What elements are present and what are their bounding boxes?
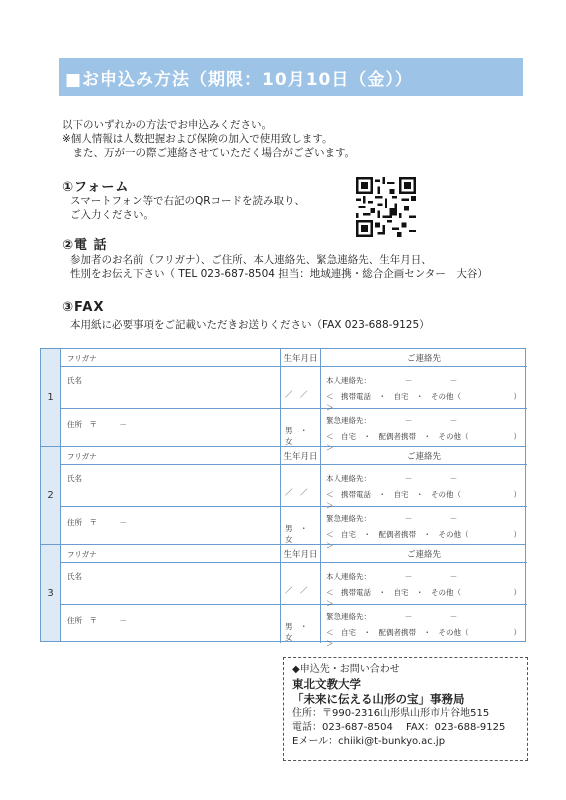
contact-phone: 電話：023-687-8504 FAX：023-688-9125 — [292, 722, 506, 733]
contact-address: 住所：〒990-2316山形県山形市片谷地515 — [292, 708, 490, 719]
gender-options: 男 ・ 女 — [285, 524, 315, 544]
section-line: ご入力ください。 — [70, 209, 154, 221]
emergency-contact-field[interactable] — [321, 409, 527, 452]
section-header: ■お申込み方法（期限：10月10日（金）） — [59, 58, 523, 96]
section-fax-body — [70, 318, 430, 332]
section-form-body — [70, 194, 305, 222]
birthday-field[interactable] — [281, 563, 321, 605]
section-phone-title: ②電 話 — [62, 238, 108, 253]
name-label: 氏名 — [67, 572, 82, 581]
address-label: 住所 〒 － — [67, 518, 127, 527]
self-contact-field[interactable] — [321, 563, 527, 608]
section-fax-title: ③FAX — [62, 300, 105, 315]
emergency-contact-label: 緊急連絡先： － － — [326, 416, 458, 425]
intro-line: 以下のいずれかの方法でお申込みください。 — [62, 119, 272, 131]
date-separator: ／ ／ — [285, 586, 308, 595]
section-line: スマートフォン等で右記のQRコードを読み取り、 — [70, 195, 306, 207]
entry-number: 1 — [41, 349, 61, 446]
emergency-contact-options: ＜ 自宅 ・ 配偶者携帯 ・ その他（ ）＞ — [326, 628, 521, 648]
birthday-field[interactable] — [281, 465, 321, 507]
name-label: 氏名 — [67, 474, 82, 483]
emergency-contact-options: ＜ 自宅 ・ 配偶者携帯 ・ その他（ ）＞ — [326, 530, 521, 550]
self-contact-field[interactable] — [321, 367, 527, 412]
intro-line: また、万が一の際ご連絡させていただく場合がございます。 — [62, 147, 356, 159]
furigana-field[interactable] — [61, 545, 281, 563]
section-line: 参加者のお名前（フリガナ）、ご住所、本人連絡先、緊急連絡先、生年月日、 — [70, 254, 432, 266]
date-separator: ／ ／ — [285, 390, 308, 399]
intro-line: ※個人情報は人数把握および保険の加入で使用致します。 — [62, 133, 333, 145]
emergency-contact-label: 緊急連絡先： － － — [326, 514, 458, 523]
self-contact-label: 本人連絡先： － － — [326, 474, 458, 483]
contact-email[interactable]: Eメール：chiiki@t-bunkyo.ac.jp — [292, 736, 446, 747]
gender-field[interactable] — [281, 409, 321, 447]
address-field[interactable] — [61, 409, 281, 447]
self-contact-label: 本人連絡先： － － — [326, 376, 458, 385]
furigana-field[interactable] — [61, 447, 281, 465]
emergency-contact-field[interactable] — [321, 605, 527, 648]
contact-title: ◆申込先・お問い合わせ — [292, 664, 400, 675]
contact-header-cell — [321, 349, 527, 367]
contact-header-cell — [321, 447, 527, 465]
application-form — [40, 348, 526, 648]
name-label: 氏名 — [67, 376, 82, 385]
section-phone-body — [70, 253, 488, 281]
birthday-header-cell — [281, 447, 321, 465]
gender-field[interactable] — [281, 507, 321, 545]
gender-options: 男 ・ 女 — [285, 426, 315, 446]
birthday-header-cell — [281, 349, 321, 367]
self-contact-label: 本人連絡先： － － — [326, 572, 458, 581]
contact-header: ご連絡先 — [406, 550, 441, 560]
contact-header: ご連絡先 — [406, 452, 441, 462]
birthday-field[interactable] — [281, 367, 321, 409]
entry-number: 3 — [41, 545, 61, 641]
office-name: 「未来に伝える山形の宝」事務局 — [292, 692, 465, 706]
entry-number: 2 — [41, 447, 61, 544]
birthday-header: 生年月日 — [283, 452, 318, 462]
section-form-title: ①フォーム — [62, 180, 130, 195]
emergency-contact-field[interactable] — [321, 507, 527, 550]
contact-header: ご連絡先 — [406, 354, 441, 364]
contact-header-cell — [321, 545, 527, 563]
furigana-label: フリガナ — [67, 452, 97, 461]
address-field[interactable] — [61, 507, 281, 545]
address-label: 住所 〒 － — [67, 420, 127, 429]
name-field[interactable] — [61, 367, 281, 409]
emergency-contact-options: ＜ 自宅 ・ 配偶者携帯 ・ その他（ ）＞ — [326, 432, 521, 452]
emergency-contact-label: 緊急連絡先： － － — [326, 612, 458, 621]
contact-box — [283, 657, 528, 761]
birthday-header: 生年月日 — [283, 550, 318, 560]
birthday-header: 生年月日 — [283, 354, 318, 364]
gender-field[interactable] — [281, 605, 321, 643]
self-contact-field[interactable] — [321, 465, 527, 510]
gender-options: 男 ・ 女 — [285, 622, 315, 642]
address-field[interactable] — [61, 605, 281, 643]
self-contact-options: ＜ 携帯電話 ・ 自宅 ・ その他（ ）＞ — [326, 392, 521, 412]
form-entry-block — [40, 446, 526, 550]
form-entry-block — [40, 544, 526, 648]
date-separator: ／ ／ — [285, 488, 308, 497]
name-field[interactable] — [61, 563, 281, 605]
furigana-field[interactable] — [61, 349, 281, 367]
section-line: 性別をお伝え下さい（ TEL 023-687-8504 担当：地域連携・総合企画センター 大谷） — [70, 268, 488, 280]
address-label: 住所 〒 － — [67, 616, 127, 625]
name-field[interactable] — [61, 465, 281, 507]
org-name: 東北文教大学 — [292, 677, 361, 691]
self-contact-options: ＜ 携帯電話 ・ 自宅 ・ その他（ ）＞ — [326, 588, 521, 608]
intro-text — [62, 118, 355, 160]
section-line: 本用紙に必要事項をご記載いただきお送りください（FAX 023-688-9125） — [70, 319, 430, 331]
self-contact-options: ＜ 携帯電話 ・ 自宅 ・ その他（ ）＞ — [326, 490, 521, 510]
furigana-label: フリガナ — [67, 550, 97, 559]
birthday-header-cell — [281, 545, 321, 563]
furigana-label: フリガナ — [67, 354, 97, 363]
form-entry-block — [40, 348, 526, 452]
qr-code-icon[interactable] — [356, 177, 416, 237]
